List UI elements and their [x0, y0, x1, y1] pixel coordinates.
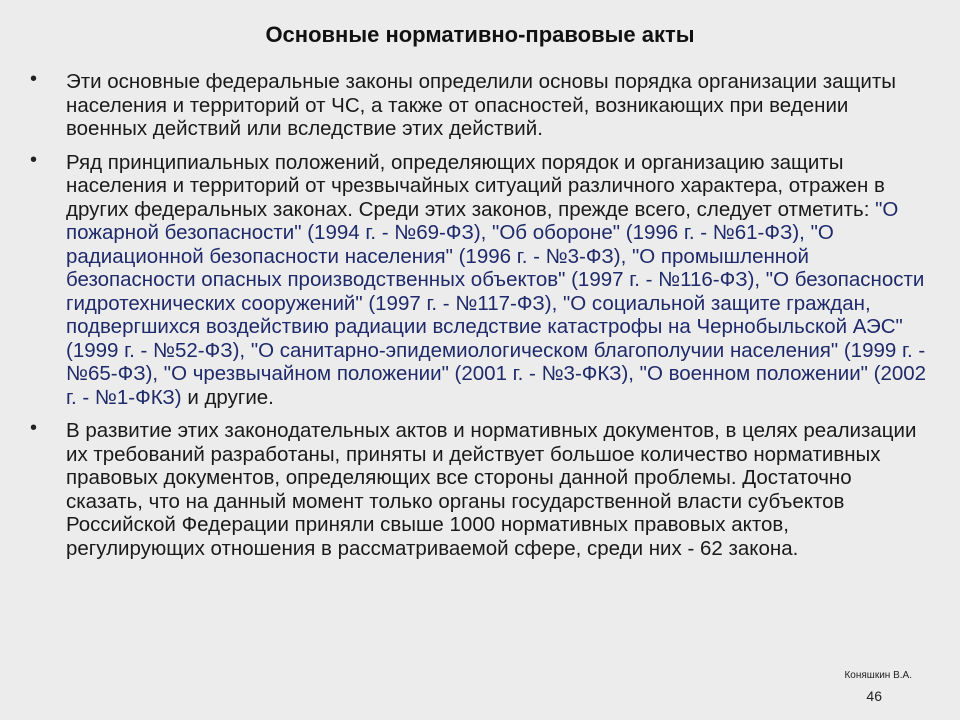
- slide-title: Основные нормативно-правовые акты: [265, 22, 695, 47]
- bullet-item-1: [30, 70, 930, 141]
- laws-list: "О пожарной безопасности" (1994 г. - №69-ФЗ), "Об обороне" (1996 г. - №61-ФЗ), "О радиационной безопасности населения" (1996 г. - №3-ФЗ), "О промышленной безопасности опасных производственных объектов" (1997 г. - №116-ФЗ), "О безопасности гидротехнических сооружений" (1997 г. - №117-ФЗ), "О социальной защите граждан, подвергшихся воздействию радиации вследствие катастрофы на Чернобыльской АЭС" (1999 г. - №52-ФЗ), "О санитарно-эпидемиологическом благополучии населения" (1999 г. - №65-ФЗ), "О чрезвычайном положении" (2001 г. - №3-ФКЗ), "О военном положении" (2002 г. - №1-ФКЗ): [66, 197, 927, 409]
- bullet-icon: •: [30, 148, 38, 171]
- bullet-text-1: Эти основные федеральные законы определили основы порядка организации защиты населения и территорий от ЧС, а также от опасностей, возникающих при ведении военных действий или вследствие этих действий.: [66, 70, 896, 140]
- bullet-text-2-tail: и другие.: [181, 385, 274, 409]
- bullet-list: [30, 70, 930, 570]
- bullet-icon: •: [30, 417, 38, 439]
- author-label: Коняшкин В.А.: [844, 670, 912, 681]
- bullet-text-3: В развитие этих законодательных актов и нормативных документов, в целях реализации их требований разработаны, приняты и действует большое количество нормативных правовых документов, определяющих все стороны данной проблемы. Достаточно сказать, что на данный момент только органы государственной власти субъектов Российской Федерации приняли свыше 1000 нормативных правовых актов, регулирующих отношения в рассматриваемой сфере, среди них - 62 закона.: [66, 419, 917, 560]
- page-number: 46: [866, 688, 882, 704]
- bullet-item-3: [30, 419, 930, 560]
- bullet-text-2-intro: Ряд принципиальных положений, определяющих порядок и организацию защиты населения и территорий от чрезвычайных ситуаций различного характера, отражен в других федеральных законах. Среди этих законов, прежде всего, следует отметить:: [66, 150, 885, 221]
- bullet-item-2: [30, 148, 930, 410]
- bullet-icon: •: [30, 68, 38, 90]
